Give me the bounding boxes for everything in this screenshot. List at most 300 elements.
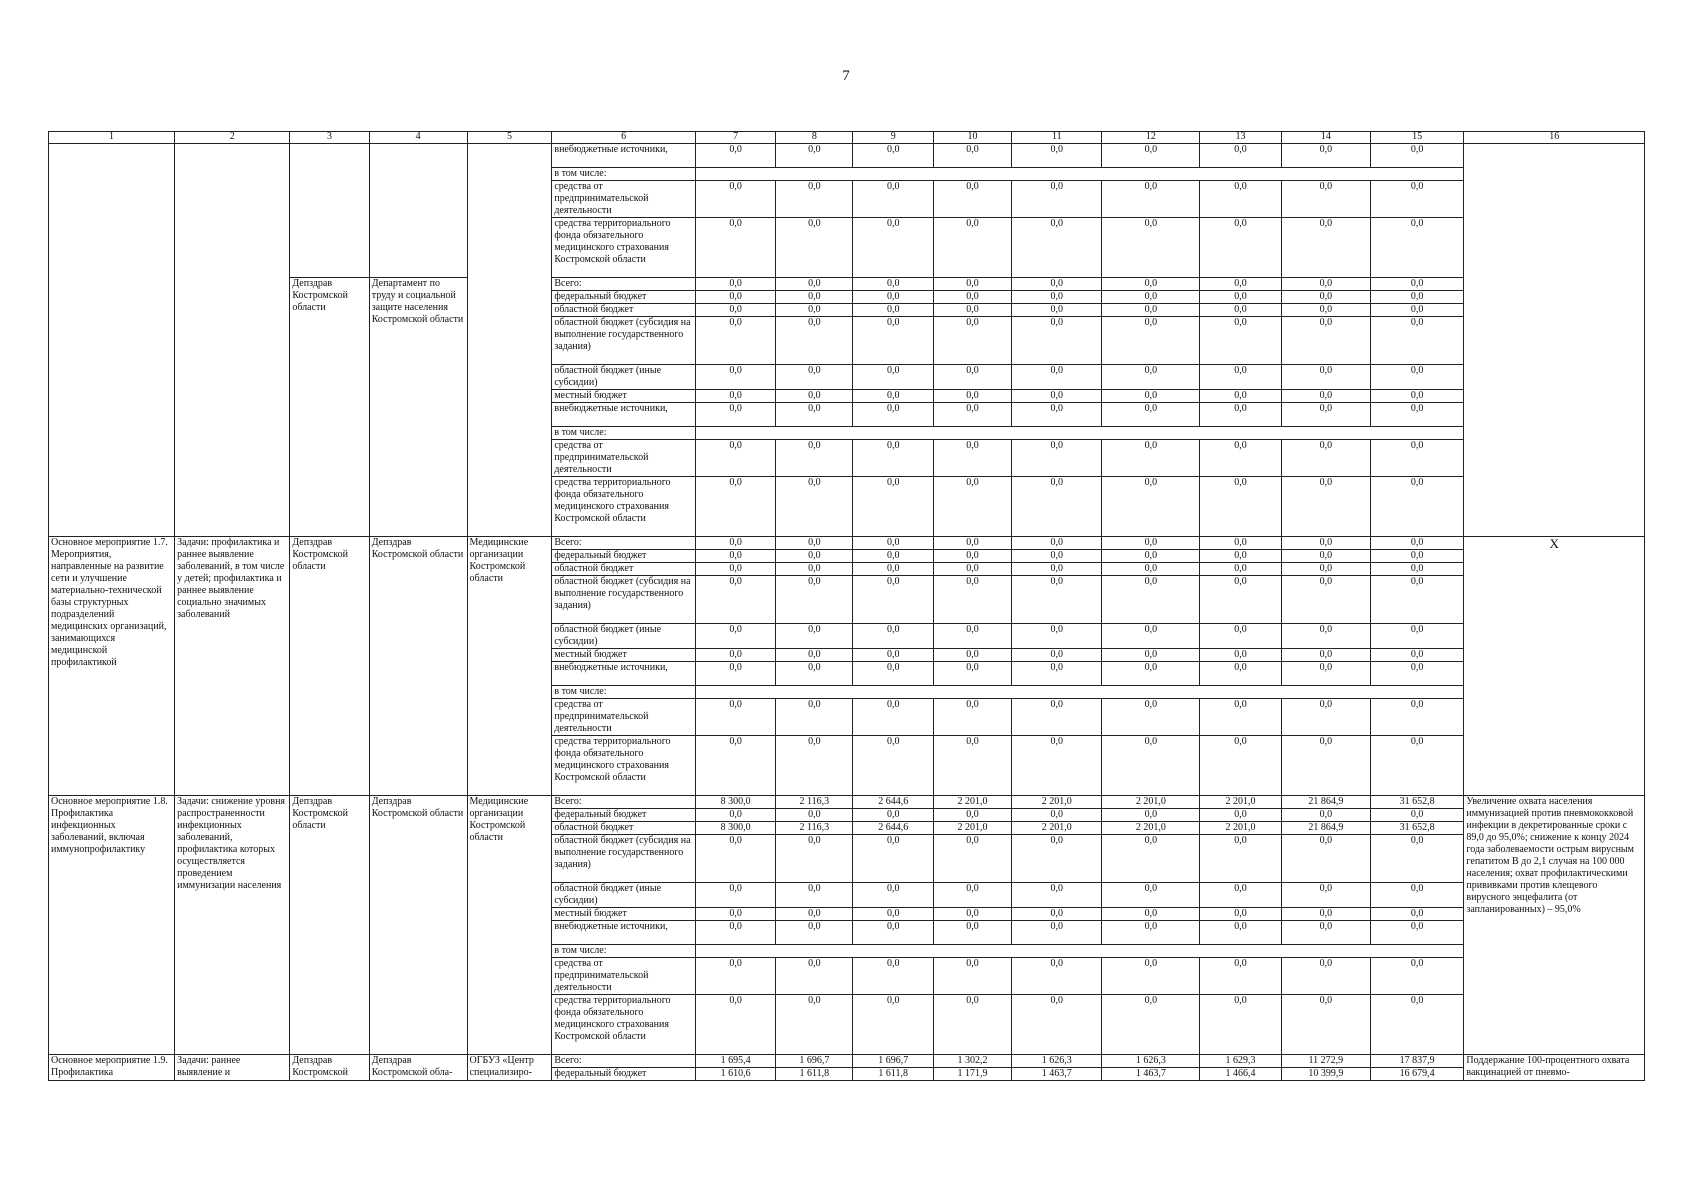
value-cell-col-14: 0,0 — [1281, 995, 1370, 1055]
value-cell-col-8: 0,0 — [776, 477, 853, 537]
value-cell-col-14: 10 399,9 — [1281, 1068, 1370, 1081]
value-cell-col-8: 0,0 — [776, 563, 853, 576]
value-cell-col-7: 0,0 — [695, 958, 775, 995]
value-cell-col-11: 0,0 — [1012, 662, 1102, 686]
value-cell-col-14: 0,0 — [1281, 958, 1370, 995]
value-cell-col-9: 0,0 — [853, 317, 933, 365]
value-cell-col-15: 0,0 — [1370, 649, 1463, 662]
activity-name: Основное мероприятие 1.8. Профилактика инфекционных заболеваний, включая иммунопрофилактику — [49, 796, 175, 1055]
value-cell-col-12: 0,0 — [1102, 699, 1200, 736]
value-cell-col-9: 0,0 — [853, 624, 933, 649]
value-cell-col-9: 0,0 — [853, 403, 933, 427]
value-cell-col-15: 0,0 — [1370, 317, 1463, 365]
value-cell-col-9: 0,0 — [853, 662, 933, 686]
value-cell-col-8: 0,0 — [776, 291, 853, 304]
value-cell-col-12: 0,0 — [1102, 809, 1200, 822]
value-cell-col-7: 0,0 — [695, 365, 775, 390]
value-cell-col-15: 0,0 — [1370, 809, 1463, 822]
empty-values-cell — [695, 168, 1464, 181]
value-cell-col-7: 0,0 — [695, 699, 775, 736]
value-cell-col-7: 0,0 — [695, 624, 775, 649]
empty-values-cell — [695, 945, 1464, 958]
value-cell-col-11: 0,0 — [1012, 576, 1102, 624]
value-cell-col-14: 0,0 — [1281, 477, 1370, 537]
value-cell-col-15: 0,0 — [1370, 181, 1463, 218]
indicator-label: местный бюджет — [552, 649, 696, 662]
value-cell-col-13: 0,0 — [1200, 365, 1282, 390]
value-cell-col-9: 0,0 — [853, 181, 933, 218]
value-cell-col-10: 0,0 — [933, 477, 1011, 537]
value-cell-col-7: 0,0 — [695, 537, 775, 550]
indicator-label: областной бюджет (субсидия на выполнение государственного задания) — [552, 576, 696, 624]
activity-tasks: Задачи: снижение уровня распространенности инфекционных заболеваний, профилактика которых осуществляется проведением иммунизации населения — [175, 796, 290, 1055]
indicator-label: средства территориального фонда обязательного медицинского страхования Костромской области — [552, 477, 696, 537]
value-cell-col-12: 0,0 — [1102, 477, 1200, 537]
value-cell-col-7: 0,0 — [695, 403, 775, 427]
activity-name: Основное мероприятие 1.7. Мероприятия, направленные на развитие сети и улучшение материально-технической базы структурных подразделений медицинских организаций, занимающихся медицинской профилактикой — [49, 537, 175, 796]
value-cell-col-8: 0,0 — [776, 809, 853, 822]
value-cell-col-13: 0,0 — [1200, 563, 1282, 576]
indicator-label: средства от предпринимательской деятельности — [552, 181, 696, 218]
value-cell-col-8: 0,0 — [776, 921, 853, 945]
value-cell-col-13: 0,0 — [1200, 649, 1282, 662]
value-cell-col-15: 0,0 — [1370, 736, 1463, 796]
column-header-6: 6 — [552, 132, 696, 144]
value-cell-col-9: 0,0 — [853, 365, 933, 390]
value-cell-col-14: 0,0 — [1281, 218, 1370, 278]
value-cell-col-9: 1 696,7 — [853, 1055, 933, 1068]
value-cell-col-8: 1 696,7 — [776, 1055, 853, 1068]
table-row — [49, 144, 1645, 168]
value-cell-col-15: 0,0 — [1370, 908, 1463, 921]
value-cell-col-11: 0,0 — [1012, 537, 1102, 550]
value-cell-col-15: 0,0 — [1370, 563, 1463, 576]
value-cell-col-9: 2 644,6 — [853, 796, 933, 809]
value-cell-col-8: 2 116,3 — [776, 796, 853, 809]
value-cell-col-15: 0,0 — [1370, 835, 1463, 883]
indicator-label: областной бюджет — [552, 304, 696, 317]
value-cell-col-14: 0,0 — [1281, 181, 1370, 218]
value-cell-col-8: 0,0 — [776, 550, 853, 563]
value-cell-col-9: 0,0 — [853, 477, 933, 537]
value-cell-col-13: 0,0 — [1200, 291, 1282, 304]
value-cell-col-15: 0,0 — [1370, 883, 1463, 908]
value-cell-col-7: 8 300,0 — [695, 796, 775, 809]
value-cell-col-14: 0,0 — [1281, 835, 1370, 883]
value-cell-col-11: 0,0 — [1012, 995, 1102, 1055]
value-cell-col-14: 0,0 — [1281, 537, 1370, 550]
value-cell-col-11: 0,0 — [1012, 736, 1102, 796]
value-cell-col-15: 0,0 — [1370, 440, 1463, 477]
value-cell-col-13: 0,0 — [1200, 537, 1282, 550]
value-cell-col-7: 0,0 — [695, 477, 775, 537]
value-cell-col-14: 0,0 — [1281, 144, 1370, 168]
value-cell-col-9: 2 644,6 — [853, 822, 933, 835]
value-cell-col-13: 0,0 — [1200, 278, 1282, 291]
value-cell-col-11: 1 463,7 — [1012, 1068, 1102, 1081]
value-cell-col-14: 0,0 — [1281, 662, 1370, 686]
value-cell-col-15: 0,0 — [1370, 291, 1463, 304]
value-cell-col-14: 0,0 — [1281, 317, 1370, 365]
value-cell-col-13: 1 629,3 — [1200, 1055, 1282, 1068]
value-cell-col-8: 0,0 — [776, 403, 853, 427]
value-cell-col-13: 0,0 — [1200, 390, 1282, 403]
column-header-11: 11 — [1012, 132, 1102, 144]
indicator-label: областной бюджет (иные субсидии) — [552, 624, 696, 649]
value-cell-col-8: 0,0 — [776, 304, 853, 317]
value-cell-col-14: 0,0 — [1281, 921, 1370, 945]
value-cell-col-13: 0,0 — [1200, 477, 1282, 537]
value-cell-col-11: 0,0 — [1012, 958, 1102, 995]
indicator-label: областной бюджет (иные субсидии) — [552, 883, 696, 908]
value-cell-col-9: 0,0 — [853, 883, 933, 908]
value-cell-col-9: 0,0 — [853, 550, 933, 563]
indicator-label: местный бюджет — [552, 390, 696, 403]
value-cell-col-8: 0,0 — [776, 181, 853, 218]
value-cell-col-11: 2 201,0 — [1012, 796, 1102, 809]
value-cell-col-7: 0,0 — [695, 835, 775, 883]
value-cell-col-10: 0,0 — [933, 440, 1011, 477]
value-cell-col-10: 2 201,0 — [933, 822, 1011, 835]
value-cell-col-10: 0,0 — [933, 537, 1011, 550]
value-cell-col-15: 0,0 — [1370, 477, 1463, 537]
value-cell-col-12: 0,0 — [1102, 365, 1200, 390]
value-cell-col-7: 0,0 — [695, 144, 775, 168]
value-cell-col-14: 0,0 — [1281, 278, 1370, 291]
responsible-executor: Депздрав Костромской области — [290, 537, 369, 796]
value-cell-col-14: 0,0 — [1281, 809, 1370, 822]
value-cell-col-11: 0,0 — [1012, 563, 1102, 576]
value-cell-col-14: 21 864,9 — [1281, 796, 1370, 809]
indicator-label: внебюджетные источники, — [552, 144, 696, 168]
value-cell-col-9: 0,0 — [853, 390, 933, 403]
value-cell-col-15: 31 652,8 — [1370, 822, 1463, 835]
value-cell-col-7: 8 300,0 — [695, 822, 775, 835]
value-cell-col-11: 0,0 — [1012, 477, 1102, 537]
value-cell-col-10: 0,0 — [933, 662, 1011, 686]
value-cell-col-7: 0,0 — [695, 883, 775, 908]
value-cell-col-11: 0,0 — [1012, 699, 1102, 736]
table-row — [49, 796, 1645, 809]
value-cell-col-7: 0,0 — [695, 576, 775, 624]
value-cell-col-7: 0,0 — [695, 304, 775, 317]
indicator-label: Всего: — [552, 1055, 696, 1068]
value-cell-col-11: 0,0 — [1012, 304, 1102, 317]
col2-cell — [175, 144, 290, 537]
column-header-2: 2 — [175, 132, 290, 144]
value-cell-col-13: 0,0 — [1200, 576, 1282, 624]
co-executor: Депздрав Костромской области — [369, 537, 467, 796]
indicator-label: федеральный бюджет — [552, 809, 696, 822]
value-cell-col-13: 0,0 — [1200, 624, 1282, 649]
responsible-executor: Депздрав Костромской области — [290, 278, 369, 537]
value-cell-col-12: 0,0 — [1102, 403, 1200, 427]
value-cell-col-9: 0,0 — [853, 291, 933, 304]
value-cell-col-13: 0,0 — [1200, 883, 1282, 908]
participants: ОГБУЗ «Центр специализиро- — [467, 1055, 552, 1081]
value-cell-col-10: 1 302,2 — [933, 1055, 1011, 1068]
co-executor: Депздрав Костромской области — [369, 796, 467, 1055]
value-cell-col-15: 0,0 — [1370, 537, 1463, 550]
activity-tasks: Задачи: раннее выявление и — [175, 1055, 290, 1081]
value-cell-col-8: 0,0 — [776, 699, 853, 736]
value-cell-col-10: 0,0 — [933, 317, 1011, 365]
value-cell-col-7: 0,0 — [695, 809, 775, 822]
indicator-label: областной бюджет — [552, 822, 696, 835]
value-cell-col-10: 0,0 — [933, 883, 1011, 908]
empty-values-cell — [695, 427, 1464, 440]
value-cell-col-11: 0,0 — [1012, 144, 1102, 168]
value-cell-col-13: 0,0 — [1200, 699, 1282, 736]
value-cell-col-8: 2 116,3 — [776, 822, 853, 835]
value-cell-col-14: 0,0 — [1281, 550, 1370, 563]
value-cell-col-13: 0,0 — [1200, 736, 1282, 796]
value-cell-col-10: 0,0 — [933, 563, 1011, 576]
value-cell-col-11: 0,0 — [1012, 921, 1102, 945]
value-cell-col-10: 0,0 — [933, 958, 1011, 995]
value-cell-col-12: 0,0 — [1102, 921, 1200, 945]
value-cell-col-11: 0,0 — [1012, 218, 1102, 278]
value-cell-col-14: 0,0 — [1281, 403, 1370, 427]
indicator-label: средства от предпринимательской деятельности — [552, 699, 696, 736]
value-cell-col-9: 0,0 — [853, 908, 933, 921]
activity-tasks: Задачи: профилактика и раннее выявление заболеваний, в том числе у детей; профилактика и раннее выявление социально значимых заболеваний — [175, 537, 290, 796]
value-cell-col-8: 0,0 — [776, 883, 853, 908]
value-cell-col-15: 0,0 — [1370, 958, 1463, 995]
indicator-label: федеральный бюджет — [552, 550, 696, 563]
value-cell-col-13: 0,0 — [1200, 440, 1282, 477]
column-header-12: 12 — [1102, 132, 1200, 144]
participants: Медицинские организации Костромской области — [467, 796, 552, 1055]
value-cell-col-14: 0,0 — [1281, 624, 1370, 649]
value-cell-col-13: 1 466,4 — [1200, 1068, 1282, 1081]
value-cell-col-12: 0,0 — [1102, 835, 1200, 883]
value-cell-col-10: 0,0 — [933, 291, 1011, 304]
value-cell-col-10: 0,0 — [933, 550, 1011, 563]
value-cell-col-13: 0,0 — [1200, 550, 1282, 563]
indicator-label: средства от предпринимательской деятельности — [552, 958, 696, 995]
value-cell-col-9: 0,0 — [853, 835, 933, 883]
value-cell-col-12: 0,0 — [1102, 181, 1200, 218]
value-cell-col-11: 0,0 — [1012, 649, 1102, 662]
value-cell-col-12: 0,0 — [1102, 649, 1200, 662]
value-cell-col-12: 0,0 — [1102, 995, 1200, 1055]
table-row — [49, 537, 1645, 550]
empty-values-cell — [695, 686, 1464, 699]
value-cell-col-7: 0,0 — [695, 291, 775, 304]
value-cell-col-10: 0,0 — [933, 835, 1011, 883]
value-cell-col-7: 0,0 — [695, 563, 775, 576]
value-cell-col-8: 0,0 — [776, 995, 853, 1055]
value-cell-col-14: 0,0 — [1281, 883, 1370, 908]
value-cell-col-10: 0,0 — [933, 576, 1011, 624]
value-cell-col-7: 0,0 — [695, 662, 775, 686]
value-cell-col-14: 0,0 — [1281, 291, 1370, 304]
col5-cell — [467, 144, 552, 537]
value-cell-col-9: 0,0 — [853, 144, 933, 168]
value-cell-col-14: 21 864,9 — [1281, 822, 1370, 835]
value-cell-col-7: 0,0 — [695, 317, 775, 365]
value-cell-col-11: 0,0 — [1012, 440, 1102, 477]
value-cell-col-11: 0,0 — [1012, 550, 1102, 563]
value-cell-col-12: 0,0 — [1102, 908, 1200, 921]
value-cell-col-10: 0,0 — [933, 390, 1011, 403]
value-cell-col-15: 31 652,8 — [1370, 796, 1463, 809]
indicator-label: Всего: — [552, 537, 696, 550]
value-cell-col-9: 0,0 — [853, 921, 933, 945]
indicator-label: областной бюджет — [552, 563, 696, 576]
value-cell-col-9: 0,0 — [853, 995, 933, 1055]
value-cell-col-8: 1 611,8 — [776, 1068, 853, 1081]
value-cell-col-11: 0,0 — [1012, 181, 1102, 218]
value-cell-col-9: 0,0 — [853, 809, 933, 822]
budget-table — [48, 131, 1645, 1081]
column-header-8: 8 — [776, 132, 853, 144]
value-cell-col-15: 0,0 — [1370, 304, 1463, 317]
value-cell-col-9: 0,0 — [853, 736, 933, 796]
value-cell-col-7: 0,0 — [695, 908, 775, 921]
value-cell-col-9: 0,0 — [853, 278, 933, 291]
indicator-label: в том числе: — [552, 168, 696, 181]
value-cell-col-15: 0,0 — [1370, 218, 1463, 278]
value-cell-col-15: 0,0 — [1370, 550, 1463, 563]
value-cell-col-15: 0,0 — [1370, 995, 1463, 1055]
col4-cell — [369, 144, 467, 278]
value-cell-col-10: 0,0 — [933, 403, 1011, 427]
value-cell-col-12: 0,0 — [1102, 563, 1200, 576]
value-cell-col-8: 0,0 — [776, 835, 853, 883]
value-cell-col-14: 0,0 — [1281, 576, 1370, 624]
column-header-7: 7 — [695, 132, 775, 144]
value-cell-col-8: 0,0 — [776, 317, 853, 365]
value-cell-col-13: 0,0 — [1200, 403, 1282, 427]
value-cell-col-13: 0,0 — [1200, 304, 1282, 317]
value-cell-col-8: 0,0 — [776, 958, 853, 995]
value-cell-col-7: 1 695,4 — [695, 1055, 775, 1068]
value-cell-col-14: 0,0 — [1281, 440, 1370, 477]
value-cell-col-15: 0,0 — [1370, 662, 1463, 686]
value-cell-col-8: 0,0 — [776, 576, 853, 624]
value-cell-col-7: 1 610,6 — [695, 1068, 775, 1081]
value-cell-col-12: 0,0 — [1102, 958, 1200, 995]
value-cell-col-14: 0,0 — [1281, 304, 1370, 317]
value-cell-col-13: 0,0 — [1200, 181, 1282, 218]
value-cell-col-10: 0,0 — [933, 921, 1011, 945]
column-header-5: 5 — [467, 132, 552, 144]
value-cell-col-12: 0,0 — [1102, 304, 1200, 317]
col3-cell — [290, 144, 369, 278]
value-cell-col-10: 0,0 — [933, 181, 1011, 218]
value-cell-col-8: 0,0 — [776, 624, 853, 649]
indicator-label: Всего: — [552, 278, 696, 291]
indicator-label: средства территориального фонда обязательного медицинского страхования Костромской области — [552, 995, 696, 1055]
value-cell-col-10: 1 171,9 — [933, 1068, 1011, 1081]
responsible-executor: Депздрав Костромской области — [290, 796, 369, 1055]
value-cell-col-7: 0,0 — [695, 390, 775, 403]
value-cell-col-12: 1 463,7 — [1102, 1068, 1200, 1081]
value-cell-col-14: 0,0 — [1281, 563, 1370, 576]
column-header-1: 1 — [49, 132, 175, 144]
value-cell-col-15: 0,0 — [1370, 576, 1463, 624]
value-cell-col-15: 0,0 — [1370, 390, 1463, 403]
indicator-label: в том числе: — [552, 427, 696, 440]
value-cell-col-12: 0,0 — [1102, 440, 1200, 477]
value-cell-col-10: 0,0 — [933, 365, 1011, 390]
value-cell-col-14: 0,0 — [1281, 699, 1370, 736]
value-cell-col-13: 2 201,0 — [1200, 796, 1282, 809]
value-cell-col-8: 0,0 — [776, 144, 853, 168]
value-cell-col-13: 0,0 — [1200, 908, 1282, 921]
value-cell-col-9: 1 611,8 — [853, 1068, 933, 1081]
value-cell-col-12: 0,0 — [1102, 278, 1200, 291]
table-body — [49, 144, 1645, 1081]
indicator-label: областной бюджет (субсидия на выполнение государственного задания) — [552, 317, 696, 365]
value-cell-col-14: 0,0 — [1281, 736, 1370, 796]
value-cell-col-9: 0,0 — [853, 537, 933, 550]
value-cell-col-8: 0,0 — [776, 390, 853, 403]
value-cell-col-9: 0,0 — [853, 576, 933, 624]
value-cell-col-15: 0,0 — [1370, 403, 1463, 427]
value-cell-col-14: 0,0 — [1281, 908, 1370, 921]
indicator-label: областной бюджет (иные субсидии) — [552, 365, 696, 390]
value-cell-col-13: 0,0 — [1200, 144, 1282, 168]
value-cell-col-13: 0,0 — [1200, 958, 1282, 995]
value-cell-col-9: 0,0 — [853, 649, 933, 662]
table-row — [49, 1055, 1645, 1068]
value-cell-col-7: 0,0 — [695, 649, 775, 662]
value-cell-col-10: 0,0 — [933, 218, 1011, 278]
value-cell-col-8: 0,0 — [776, 218, 853, 278]
value-cell-col-15: 0,0 — [1370, 144, 1463, 168]
indicator-label: средства от предпринимательской деятельности — [552, 440, 696, 477]
value-cell-col-11: 0,0 — [1012, 403, 1102, 427]
value-cell-col-12: 0,0 — [1102, 883, 1200, 908]
value-cell-col-12: 0,0 — [1102, 144, 1200, 168]
indicator-label: областной бюджет (субсидия на выполнение государственного задания) — [552, 835, 696, 883]
value-cell-col-12: 0,0 — [1102, 537, 1200, 550]
value-cell-col-9: 0,0 — [853, 958, 933, 995]
value-cell-col-12: 0,0 — [1102, 662, 1200, 686]
indicator-label: федеральный бюджет — [552, 291, 696, 304]
value-cell-col-8: 0,0 — [776, 649, 853, 662]
value-cell-col-10: 0,0 — [933, 908, 1011, 921]
column-header-9: 9 — [853, 132, 933, 144]
indicator-label: внебюджетные источники, — [552, 403, 696, 427]
value-cell-col-7: 0,0 — [695, 181, 775, 218]
value-cell-col-13: 0,0 — [1200, 218, 1282, 278]
value-cell-col-7: 0,0 — [695, 278, 775, 291]
value-cell-col-12: 0,0 — [1102, 390, 1200, 403]
budget-table-wrapper — [48, 131, 1645, 1081]
activity-name: Основное мероприятие 1.9. Профилактика — [49, 1055, 175, 1081]
result-description: Х — [1464, 537, 1645, 796]
column-header-14: 14 — [1281, 132, 1370, 144]
value-cell-col-12: 2 201,0 — [1102, 822, 1200, 835]
value-cell-col-12: 0,0 — [1102, 576, 1200, 624]
col1-cell — [49, 144, 175, 537]
value-cell-col-8: 0,0 — [776, 736, 853, 796]
value-cell-col-10: 0,0 — [933, 736, 1011, 796]
value-cell-col-15: 0,0 — [1370, 921, 1463, 945]
value-cell-col-7: 0,0 — [695, 736, 775, 796]
value-cell-col-14: 0,0 — [1281, 365, 1370, 390]
column-header-16: 16 — [1464, 132, 1645, 144]
indicator-label: средства территориального фонда обязательного медицинского страхования Костромской области — [552, 736, 696, 796]
value-cell-col-7: 0,0 — [695, 550, 775, 563]
value-cell-col-14: 0,0 — [1281, 390, 1370, 403]
value-cell-col-8: 0,0 — [776, 662, 853, 686]
column-header-13: 13 — [1200, 132, 1282, 144]
